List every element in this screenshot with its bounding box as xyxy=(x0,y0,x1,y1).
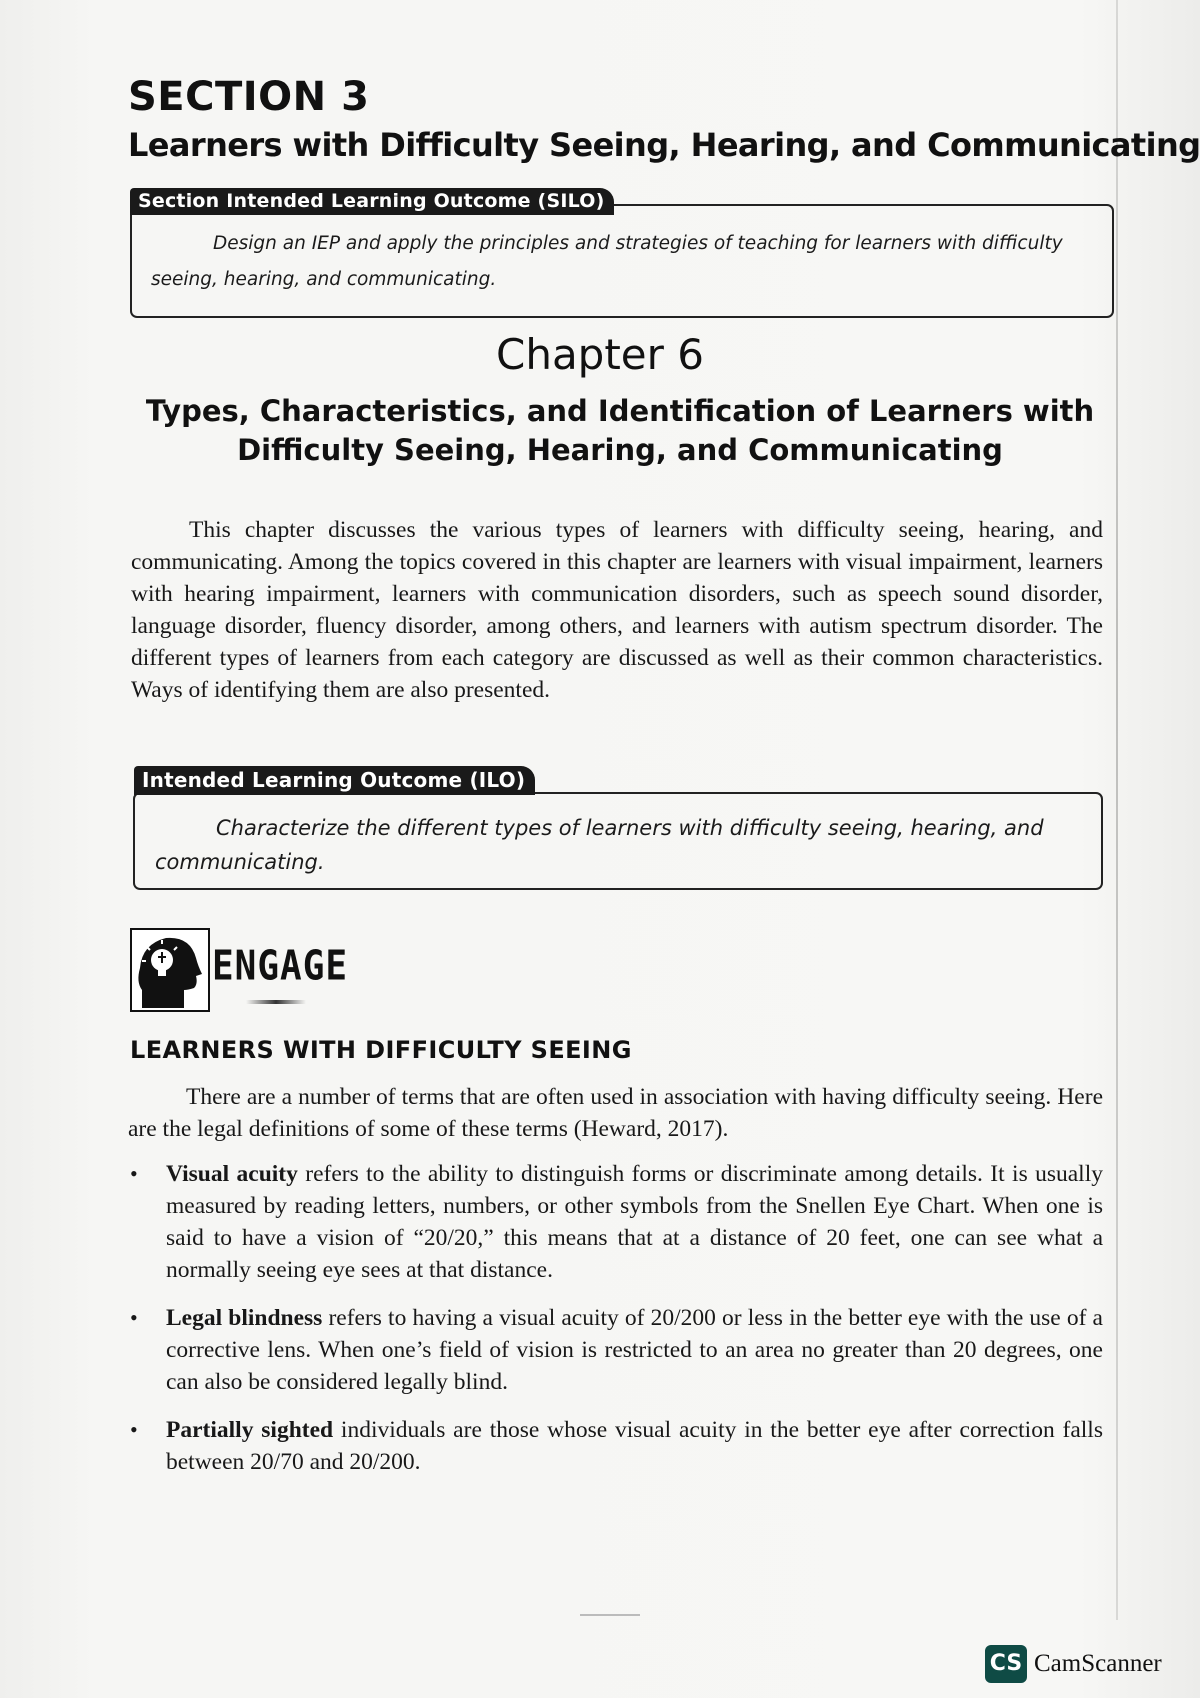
list-item xyxy=(128,1414,1103,1478)
bullet-marker: • xyxy=(130,1161,138,1186)
camscanner-logo-icon: CS xyxy=(985,1645,1027,1683)
head-lightbulb-graphic xyxy=(132,930,208,1010)
chapter-title xyxy=(140,392,1100,470)
seeing-terms-list xyxy=(128,1158,1103,1494)
definition-legal-blindness: refers to having a visual acuity of 20/200 or less in the better eye with the use of a corrective lens. When one’s field of vision is restricted to an area no greater than 20 degrees, one can also be considered legally blind. xyxy=(166,1305,1103,1395)
chapter-number: Chapter 6 xyxy=(496,330,704,379)
chapter-intro-paragraph xyxy=(131,514,1103,706)
ilo-heading: Intended Learning Outcome (ILO) xyxy=(134,766,535,795)
definition-partially-sighted: individuals are those whose visual acuity in the better eye after correction falls between 20/70 and 20/200. xyxy=(166,1417,1103,1475)
engage-label: ENGAGE xyxy=(212,942,349,991)
chapter-intro-text: This chapter discusses the various types of learners with difficulty seeing, hearing, and communicating. Among the topics covered in this chapter are learners with visual impairment, learners with hearing impairment, learners with communication disorders, such as speech sound disorder, language disorder, fluency disorder, among others, and learners with autism spectrum disorder. The different types of learners from each category are discussed as well as their common characteristics. Ways of identifying them are also presented. xyxy=(131,517,1103,703)
seeing-intro-paragraph xyxy=(128,1081,1103,1145)
chapter-title-line2: Difficulty Seeing, Hearing, and Communicating xyxy=(237,433,1003,467)
ilo-text-line1: Characterize the different types of learners with difficulty seeing, hearing, and xyxy=(216,816,1044,840)
section-title: Learners with Difficulty Seeing, Hearing, and Communicating xyxy=(128,126,1200,164)
seeing-intro-text: There are a number of terms that are often used in association with having difficulty seeing. Here are the legal definitions of some of these terms (Heward, 2017). xyxy=(128,1084,1103,1142)
camscanner-name: CamScanner xyxy=(1034,1650,1162,1677)
head-lightbulb-icon xyxy=(130,928,210,1012)
definition-visual-acuity: refers to the ability to distinguish forms or discriminate among details. It is usually measured by reading letters, numbers, or other symbols from the Snellen Eye Chart. When one is said to have a vision of “20/20,” this means that at a distance of 20 feet, one can see what a normally seeing eye sees at that distance. xyxy=(166,1161,1103,1283)
silo-heading: Section Intended Learning Outcome (SILO) xyxy=(130,188,614,215)
engage-underline xyxy=(246,1000,306,1004)
page-edge-shadow xyxy=(1116,0,1118,1620)
bullet-marker: • xyxy=(130,1305,138,1330)
silo-text-line2: seeing, hearing, and communicating. xyxy=(151,269,497,290)
term-legal-blindness: Legal blindness xyxy=(166,1305,323,1331)
ilo-text-line2: communicating. xyxy=(155,850,325,874)
seeing-heading: LEARNERS WITH DIFFICULTY SEEING xyxy=(130,1036,632,1064)
list-item xyxy=(128,1158,1103,1286)
bullet-marker: • xyxy=(130,1417,138,1442)
chapter-title-line1: Types, Characteristics, and Identification of Learners with xyxy=(145,394,1095,428)
section-label: SECTION 3 xyxy=(128,74,370,120)
footer-divider xyxy=(580,1614,640,1616)
silo-text-line1: Design an IEP and apply the principles and strategies of teaching for learners with difficulty xyxy=(213,233,1063,254)
term-partially-sighted: Partially sighted xyxy=(166,1417,334,1443)
term-visual-acuity: Visual acuity xyxy=(166,1161,298,1187)
list-item xyxy=(128,1302,1103,1398)
